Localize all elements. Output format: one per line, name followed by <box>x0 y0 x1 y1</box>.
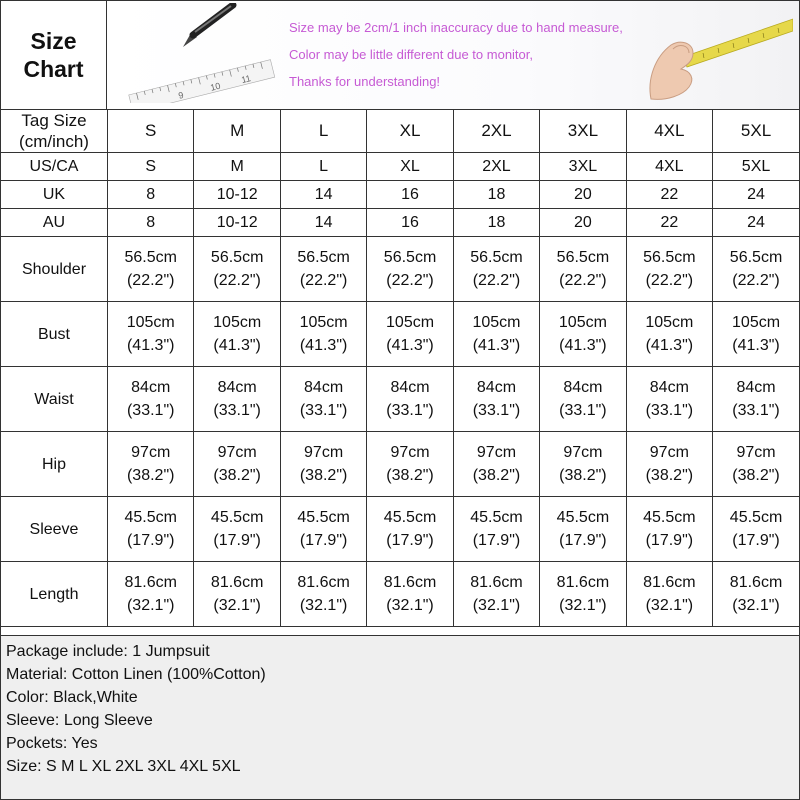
measurement-cell <box>540 497 626 562</box>
measurement-cm: 97cm <box>563 444 603 461</box>
measurement-cell <box>453 562 539 627</box>
measurement-cm: 84cm <box>131 379 171 396</box>
measurement-inch: (17.9") <box>559 532 607 549</box>
measurement-inch: (33.1") <box>386 402 434 419</box>
detail-line: Size: S M L XL 2XL 3XL 4XL 5XL <box>6 758 241 775</box>
measurement-cell <box>453 432 539 497</box>
ruler-number: 10 <box>209 80 222 93</box>
measurement-cell <box>540 432 626 497</box>
row-label: Sleeve <box>1 497 108 562</box>
measurement-cell <box>367 497 453 562</box>
measurement-cm: 81.6cm <box>643 574 696 591</box>
measurement-inch: (17.9") <box>386 532 434 549</box>
measurement-cell <box>713 432 799 497</box>
table-cell: 5XL <box>713 110 799 153</box>
measurement-inch: (32.1") <box>299 597 348 614</box>
table-row <box>1 302 799 367</box>
table-cell: 10-12 <box>194 181 280 209</box>
measurement-cell <box>540 237 626 302</box>
measurement-cm: 105cm <box>472 314 521 331</box>
measurement-cell <box>108 432 194 497</box>
note-line: Color may be little different due to monitor, <box>289 47 533 62</box>
measurement-cm: 84cm <box>736 379 776 396</box>
measurement-cm: 105cm <box>645 314 694 331</box>
measurement-cm: 97cm <box>390 444 430 461</box>
table-cell: 24 <box>713 209 799 237</box>
measurement-cm: 45.5cm <box>643 509 696 526</box>
measurement-inch: (41.3") <box>559 337 607 354</box>
table-row <box>1 181 799 209</box>
pen-icon <box>177 3 237 53</box>
row-label: Length <box>1 562 108 627</box>
row-label: AU <box>1 209 108 237</box>
measurement-cm: 45.5cm <box>729 509 783 526</box>
measurement-cell <box>280 302 366 367</box>
measurement-cell <box>713 237 799 302</box>
table-cell: 3XL <box>540 110 626 153</box>
table-row-tag-size <box>1 110 799 153</box>
detail-line: Sleeve: Long Sleeve <box>6 712 153 729</box>
measurement-cell <box>453 497 539 562</box>
measurement-inch: (33.1") <box>213 402 261 419</box>
table-cell: 4XL <box>626 110 712 153</box>
note-line: Thanks for understanding! <box>289 74 441 89</box>
table-row <box>1 367 799 432</box>
measurement-inch: (32.1") <box>472 597 521 614</box>
measurement-cell <box>108 497 194 562</box>
measurement-cm: 81.6cm <box>297 574 350 591</box>
product-details <box>1 635 799 799</box>
measurement-cell <box>367 432 453 497</box>
measurement-cell <box>280 562 366 627</box>
measurement-inch: (38.2") <box>559 467 607 484</box>
measurement-cm: 105cm <box>299 314 348 331</box>
measurement-inch: (32.1") <box>126 597 175 614</box>
row-label: UK <box>1 181 108 209</box>
measurement-cm: 81.6cm <box>124 574 177 591</box>
measurement-cm: 56.5cm <box>124 249 177 266</box>
measurement-cm: 105cm <box>732 314 781 331</box>
measurement-cm: 56.5cm <box>470 249 523 266</box>
measurement-cm: 105cm <box>386 314 435 331</box>
measurement-cm: 45.5cm <box>124 509 177 526</box>
measurement-cell <box>626 302 712 367</box>
measurement-inch: (22.2") <box>126 272 175 289</box>
measurement-cm: 84cm <box>304 379 344 396</box>
measurement-notes <box>289 14 623 95</box>
measurement-cell <box>713 367 799 432</box>
tag-size-label <box>1 110 108 153</box>
row-label: US/CA <box>1 153 108 181</box>
measurement-inch: (41.3") <box>126 337 175 354</box>
table-cell: 18 <box>453 181 539 209</box>
measurement-cell <box>194 562 280 627</box>
measurement-cm: 56.5cm <box>297 249 350 266</box>
measurement-cell <box>280 367 366 432</box>
measurement-inch: (22.2") <box>472 272 521 289</box>
measurement-cm: 84cm <box>390 379 430 396</box>
measurement-inch: (17.9") <box>645 532 694 549</box>
measurement-cm: 84cm <box>476 379 517 396</box>
table-cell: 8 <box>108 209 194 237</box>
measurement-inch: (32.1") <box>559 597 607 614</box>
measuring-tape-icon <box>633 9 793 104</box>
table-row <box>1 432 799 497</box>
table-cell: 22 <box>626 181 712 209</box>
measurement-cell <box>713 562 799 627</box>
measurement-cm: 45.5cm <box>556 509 610 526</box>
measurement-cell <box>280 237 366 302</box>
table-row <box>1 153 799 181</box>
tag-size-label-line1: Tag Size <box>21 111 87 130</box>
measurement-inch: (32.1") <box>213 597 261 614</box>
tag-size-label-line2: (cm/inch) <box>19 132 89 151</box>
measurement-inch: (17.9") <box>213 532 261 549</box>
measurement-inch: (41.3") <box>472 337 521 354</box>
measurement-cell <box>108 237 194 302</box>
table-cell: M <box>194 153 280 181</box>
measurement-cm: 97cm <box>736 444 776 461</box>
measurement-inch: (32.1") <box>386 597 434 614</box>
detail-line: Package include: 1 Jumpsuit <box>6 643 210 660</box>
measurement-cm: 45.5cm <box>470 509 523 526</box>
measurement-inch: (41.3") <box>213 337 261 354</box>
measurement-inch: (38.2") <box>386 467 434 484</box>
measurement-inch: (41.3") <box>386 337 434 354</box>
measurement-cm: 105cm <box>213 314 262 331</box>
measurement-inch: (38.2") <box>126 467 175 484</box>
measurement-inch: (32.1") <box>732 597 780 614</box>
table-row <box>1 237 799 302</box>
measurement-cm: 81.6cm <box>470 574 523 591</box>
table-cell: M <box>194 110 280 153</box>
table-cell: S <box>108 110 194 153</box>
measurement-inch: (41.3") <box>645 337 694 354</box>
table-cell: 16 <box>367 181 453 209</box>
table-cell: 10-12 <box>194 209 280 237</box>
measurement-cm: 97cm <box>476 444 517 461</box>
measurement-cell <box>626 562 712 627</box>
measurement-cell <box>540 562 626 627</box>
row-label: Bust <box>1 302 108 367</box>
note-line: Size may be 2cm/1 inch inaccuracy due to hand measure, <box>289 20 623 35</box>
measurement-inch: (17.9") <box>126 532 175 549</box>
measurement-inch: (33.1") <box>299 402 348 419</box>
measurement-cell <box>108 367 194 432</box>
measurement-cell <box>540 302 626 367</box>
measurement-inch: (22.2") <box>732 272 780 289</box>
measurement-inch: (38.2") <box>299 467 348 484</box>
measurement-cm: 45.5cm <box>383 509 437 526</box>
measurement-cell <box>626 432 712 497</box>
detail-line: Color: Black,White <box>6 689 138 706</box>
table-cell: 20 <box>540 181 626 209</box>
measurement-cell <box>540 367 626 432</box>
measurement-cell <box>367 237 453 302</box>
measurement-cm: 81.6cm <box>729 574 783 591</box>
measurement-cm: 56.5cm <box>643 249 696 266</box>
measurement-cm: 56.5cm <box>210 249 264 266</box>
measurement-inch: (33.1") <box>559 402 607 419</box>
table-cell: 22 <box>626 209 712 237</box>
measurement-cm: 105cm <box>558 314 607 331</box>
chart-title <box>1 1 107 109</box>
measurement-inch: (32.1") <box>645 597 694 614</box>
measurement-cm: 56.5cm <box>729 249 783 266</box>
table-cell: XL <box>367 153 453 181</box>
measurement-inch: (22.2") <box>213 272 261 289</box>
measurement-cm: 97cm <box>649 444 689 461</box>
measurement-cm: 81.6cm <box>383 574 437 591</box>
ruler-icon <box>127 47 277 103</box>
measurement-cell <box>626 497 712 562</box>
measurement-cm: 84cm <box>563 379 603 396</box>
table-cell: 14 <box>280 209 366 237</box>
chart-title-line1: Size <box>30 28 77 54</box>
table-row <box>1 209 799 237</box>
measurement-cell <box>280 497 366 562</box>
table-cell: 2XL <box>453 110 539 153</box>
measurement-cell <box>713 302 799 367</box>
measurement-cell <box>367 367 453 432</box>
measurement-inch: (33.1") <box>126 402 175 419</box>
row-label: Shoulder <box>1 237 108 302</box>
header-banner <box>107 1 799 109</box>
chart-header <box>1 1 799 110</box>
measurement-cell <box>280 432 366 497</box>
table-cell: 8 <box>108 181 194 209</box>
measurement-cell <box>713 497 799 562</box>
measurement-cell <box>453 367 539 432</box>
measurement-cm: 81.6cm <box>210 574 264 591</box>
ruler-number: 11 <box>240 73 252 86</box>
table-cell: 5XL <box>713 153 799 181</box>
measurement-cm: 56.5cm <box>556 249 610 266</box>
measurement-cell <box>194 367 280 432</box>
measurement-cm: 105cm <box>126 314 175 331</box>
table-cell: 16 <box>367 209 453 237</box>
table-cell: 18 <box>453 209 539 237</box>
measurement-inch: (38.2") <box>645 467 694 484</box>
measurement-inch: (22.2") <box>645 272 694 289</box>
row-label: Hip <box>1 432 108 497</box>
table-cell: L <box>280 153 366 181</box>
table-cell: 14 <box>280 181 366 209</box>
ruler-number: 9 <box>177 89 185 101</box>
measurement-cell <box>626 367 712 432</box>
table-cell: XL <box>367 110 453 153</box>
measurement-inch: (22.2") <box>299 272 348 289</box>
measurement-inch: (41.3") <box>732 337 780 354</box>
table-cell: L <box>280 110 366 153</box>
measurement-inch: (17.9") <box>299 532 348 549</box>
measurement-cm: 97cm <box>131 444 171 461</box>
measurement-cm: 84cm <box>649 379 689 396</box>
measurement-inch: (41.3") <box>299 337 348 354</box>
measurement-inch: (38.2") <box>472 467 521 484</box>
measurement-cell <box>194 237 280 302</box>
measurement-cm: 45.5cm <box>297 509 350 526</box>
region-size-rows <box>1 153 799 237</box>
measurement-cell <box>453 302 539 367</box>
measurement-cell <box>108 302 194 367</box>
measurement-inch: (17.9") <box>732 532 780 549</box>
measurement-cm: 45.5cm <box>210 509 264 526</box>
measurement-cm: 56.5cm <box>383 249 437 266</box>
measurement-inch: (38.2") <box>213 467 261 484</box>
table-cell: 4XL <box>626 153 712 181</box>
measurement-cell <box>453 237 539 302</box>
measurement-cm: 97cm <box>304 444 344 461</box>
measurement-cell <box>194 497 280 562</box>
size-table <box>1 110 799 627</box>
table-cell: 2XL <box>453 153 539 181</box>
measurement-inch: (22.2") <box>386 272 434 289</box>
measurement-cm: 97cm <box>217 444 257 461</box>
measurement-cell <box>367 562 453 627</box>
measurement-rows <box>1 237 799 627</box>
row-label: Waist <box>1 367 108 432</box>
measurement-cell <box>367 302 453 367</box>
table-cell: S <box>108 153 194 181</box>
measurement-inch: (33.1") <box>472 402 521 419</box>
chart-title-line2: Chart <box>23 56 84 82</box>
measurement-cell <box>108 562 194 627</box>
measurement-cm: 84cm <box>217 379 257 396</box>
table-cell: 20 <box>540 209 626 237</box>
table-row <box>1 562 799 627</box>
measurement-inch: (33.1") <box>645 402 694 419</box>
detail-line: Pockets: Yes <box>6 735 98 752</box>
measurement-cell <box>194 432 280 497</box>
measurement-cm: 81.6cm <box>556 574 610 591</box>
measurement-cell <box>626 237 712 302</box>
measurement-inch: (22.2") <box>559 272 607 289</box>
measurement-inch: (17.9") <box>472 532 521 549</box>
detail-line: Material: Cotton Linen (100%Cotton) <box>6 666 266 683</box>
measurement-cell <box>194 302 280 367</box>
table-cell: 3XL <box>540 153 626 181</box>
table-row <box>1 497 799 562</box>
table-cell: 24 <box>713 181 799 209</box>
measurement-inch: (38.2") <box>732 467 780 484</box>
measurement-inch: (33.1") <box>732 402 780 419</box>
